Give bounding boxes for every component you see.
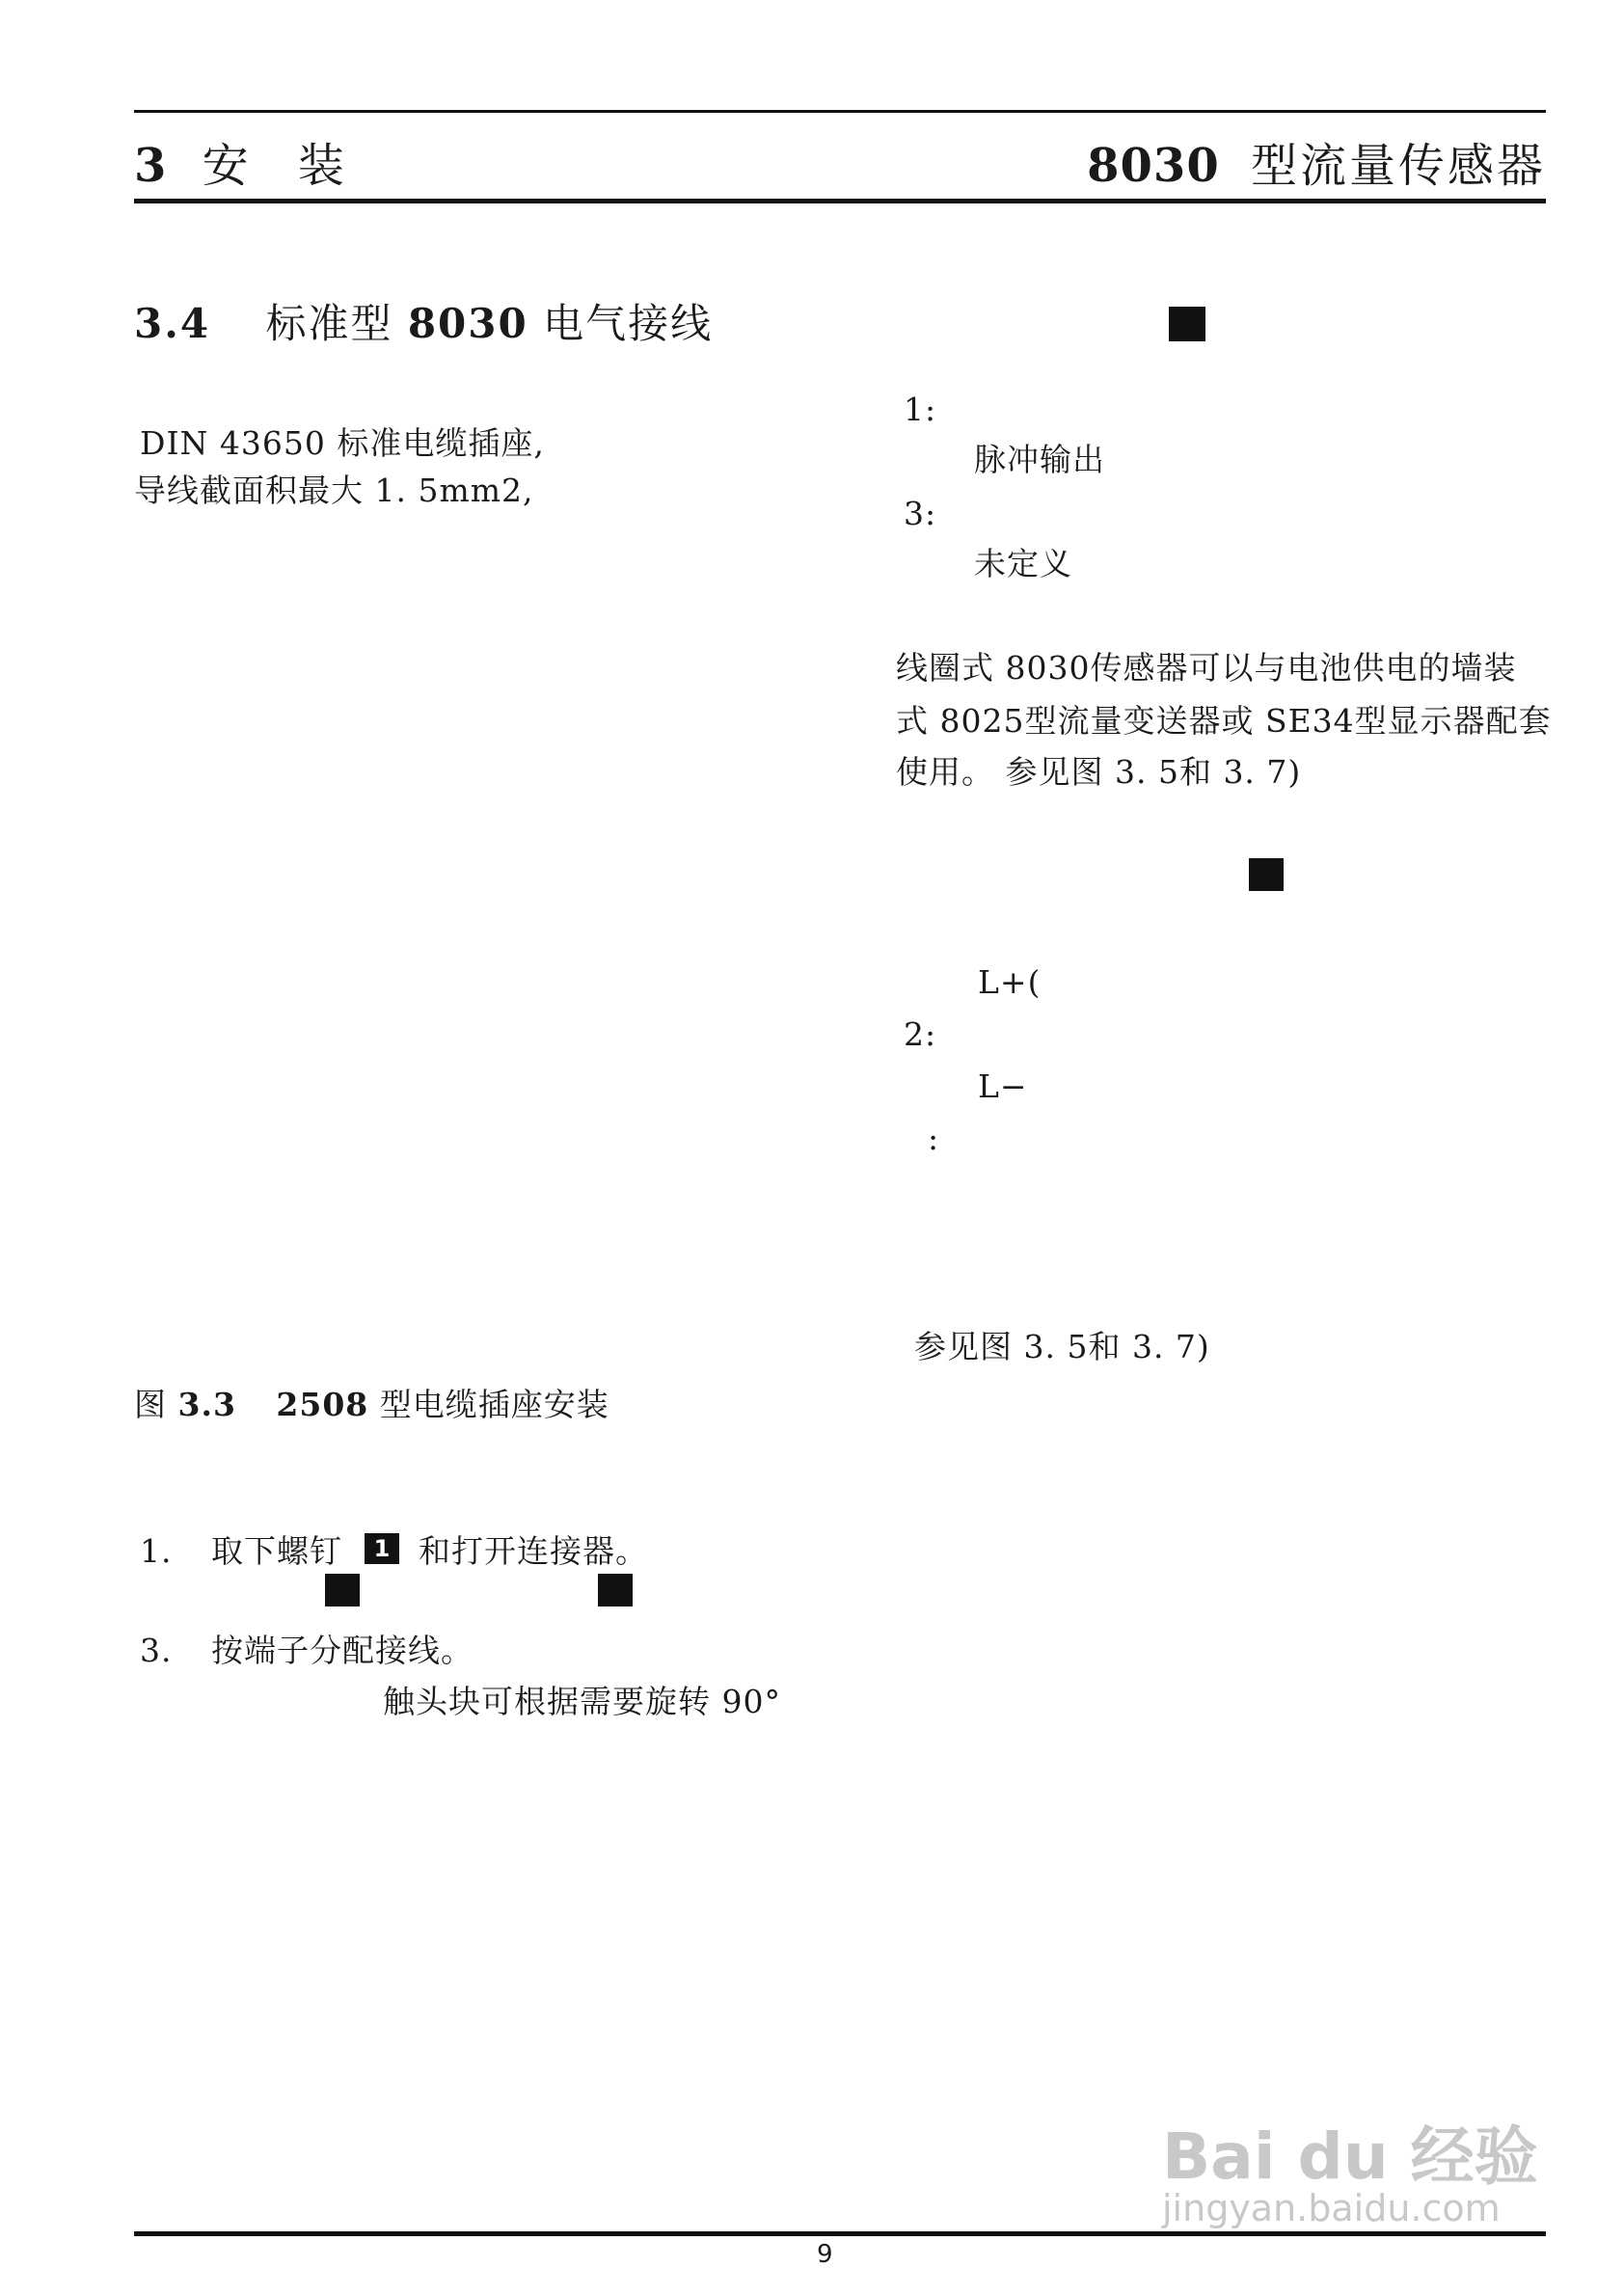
- callout-marker-3: [598, 1574, 633, 1606]
- product-model: 8030: [1087, 139, 1220, 193]
- pin-2-label: 2:: [904, 1015, 937, 1053]
- stray-colon: :: [928, 1120, 940, 1157]
- watermark-brand: Bai du 经验: [1162, 2120, 1538, 2194]
- page-number: 9: [817, 2240, 833, 2269]
- section-heading: [134, 300, 714, 347]
- step-3-number: 3.: [140, 1632, 173, 1669]
- product-title: 型流量传感器: [1250, 139, 1546, 193]
- chapter-title: 安 装: [202, 139, 362, 193]
- step-1-text-post: 和打开连接器。: [419, 1532, 648, 1570]
- header-top-rule: [134, 110, 1546, 113]
- callout-tag-1: 1: [365, 1533, 399, 1564]
- figure-label: 图: [134, 1386, 167, 1423]
- watermark-url: jingyan.baidu.com: [1162, 2187, 1501, 2229]
- pin-3-label: 3:: [904, 495, 937, 532]
- header-bottom-rule: [134, 199, 1546, 203]
- figure-caption: [134, 1386, 609, 1423]
- figure-reference: 参见图 3. 5和 3. 7): [914, 1328, 1210, 1365]
- figure-text: 型电缆插座安装: [379, 1386, 609, 1423]
- callout-marker-coil: [1249, 858, 1284, 891]
- footer-rule: [134, 2231, 1546, 2236]
- step-1-text-pre: 取下螺钉: [211, 1532, 342, 1570]
- paragraph-line-1: 线圈式 8030传感器可以与电池供电的墙装: [896, 649, 1517, 687]
- intro-line-1: DIN 43650 标准电缆插座,: [140, 424, 545, 462]
- pin-1-label: 1:: [904, 391, 937, 428]
- figure-model: 2508: [276, 1386, 369, 1423]
- section-title-post: 电气接线: [543, 300, 714, 347]
- step-1-number: 1.: [140, 1532, 173, 1570]
- intro-line-2: 导线截面积最大 1. 5mm2,: [134, 472, 534, 509]
- figure-number: 3.3: [177, 1386, 236, 1423]
- section-title-model: 8030: [407, 300, 528, 347]
- chapter-heading: [134, 139, 362, 193]
- callout-marker-2: [325, 1574, 360, 1606]
- pin-1-value: 脉冲输出: [974, 441, 1105, 478]
- rotation-note: 触头块可根据需要旋转 90°: [383, 1683, 781, 1720]
- step-3-text: 按端子分配接线。: [211, 1632, 474, 1669]
- terminal-l-plus: L+(: [978, 963, 1042, 1001]
- section-title-pre: 标准型: [265, 300, 393, 347]
- paragraph-line-2: 式 8025型流量变送器或 SE34型显示器配套: [896, 702, 1552, 740]
- product-heading: [1087, 139, 1546, 193]
- terminal-l-minus: L−: [978, 1067, 1028, 1105]
- pin-3-value: 未定义: [974, 545, 1072, 582]
- callout-marker-top: [1169, 307, 1205, 341]
- section-number: 3.4: [134, 300, 211, 347]
- chapter-number: 3: [134, 139, 168, 193]
- paragraph-line-3: 使用。 参见图 3. 5和 3. 7): [896, 753, 1302, 791]
